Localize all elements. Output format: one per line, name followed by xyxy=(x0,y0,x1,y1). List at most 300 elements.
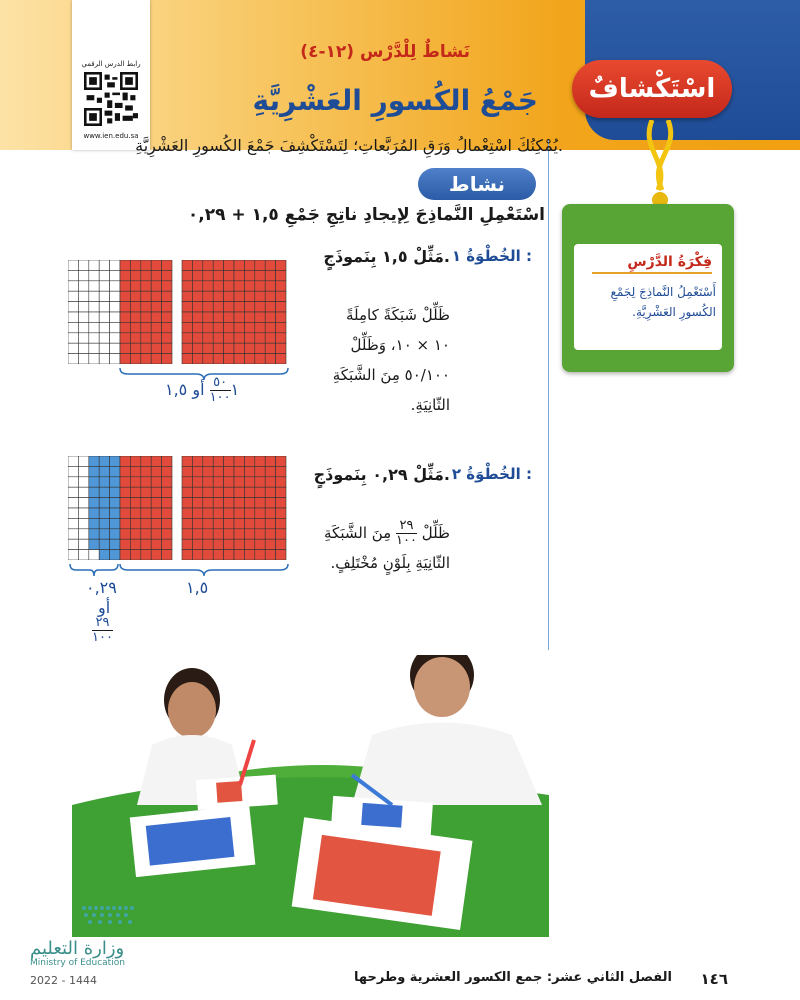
grid-cell xyxy=(162,270,172,280)
grid-cell xyxy=(120,260,130,270)
grid-cell xyxy=(182,343,192,353)
grid-cell xyxy=(276,270,286,280)
grid-cell xyxy=(162,498,172,508)
grid-cell xyxy=(244,333,254,343)
step2-brace-num: ٢٩ xyxy=(92,616,113,631)
grid-cell xyxy=(192,518,202,528)
grid-cell xyxy=(99,466,109,476)
grid-cell xyxy=(78,333,88,343)
grid-cell xyxy=(99,508,109,518)
grid-cell xyxy=(130,539,140,549)
grid-cell xyxy=(276,281,286,291)
grid-cell xyxy=(182,260,192,270)
step1-desc-line4: الثّانِيَةِ. xyxy=(410,396,450,414)
grid-cell xyxy=(203,456,213,466)
grid-cell xyxy=(141,466,151,476)
step2-label: الخُطْوَةُ ٢ : xyxy=(451,465,532,483)
grid-cell xyxy=(110,529,120,539)
ministry-name-ar: وزارة التعليم xyxy=(30,938,125,959)
grid-cell xyxy=(276,343,286,353)
grid-cell xyxy=(130,281,140,291)
grid-cell xyxy=(255,550,265,560)
grid-cell xyxy=(68,333,78,343)
grid-cell xyxy=(120,498,130,508)
grid-cell xyxy=(203,302,213,312)
grid-cell xyxy=(244,487,254,497)
grid-cell xyxy=(203,508,213,518)
grid-cell xyxy=(78,456,88,466)
grid-cell xyxy=(265,354,275,364)
step1-grid-model xyxy=(68,260,290,364)
ministry-logo-icon xyxy=(80,902,140,930)
step2-desc-fraction xyxy=(396,519,417,548)
grid-cell xyxy=(255,312,265,322)
grid-cell xyxy=(120,518,130,528)
grid-cell xyxy=(265,312,275,322)
grid-cell xyxy=(244,550,254,560)
grid-cell xyxy=(151,343,161,353)
grid-cell xyxy=(213,354,223,364)
grid-cell xyxy=(120,333,130,343)
grid-cell xyxy=(99,302,109,312)
grid-cell xyxy=(162,550,172,560)
grid-cell xyxy=(244,354,254,364)
step2-desc-b: مِنَ الشَّبَكَةِ xyxy=(324,524,392,542)
grid-cell xyxy=(78,354,88,364)
grid-cell xyxy=(213,456,223,466)
grid-cell xyxy=(68,466,78,476)
grid-cell xyxy=(234,270,244,280)
grid-cell xyxy=(141,354,151,364)
grid-cell xyxy=(151,487,161,497)
grid-cell xyxy=(99,550,109,560)
grid-cell xyxy=(68,354,78,364)
grid-cell xyxy=(99,343,109,353)
grid-cell xyxy=(162,529,172,539)
grid-cell xyxy=(244,477,254,487)
grid-cell xyxy=(244,529,254,539)
grid-cell xyxy=(276,508,286,518)
edition-year: 2022 - 1444 xyxy=(30,974,97,987)
grid-cell xyxy=(265,260,275,270)
grid-cell xyxy=(234,456,244,466)
activity-instruction: اسْتَعْمِلِ النَّماذِجَ لِإيجادِ ناتِجِ جَمْعِ ١,٥ + ٠,٢٩ xyxy=(187,205,545,225)
qr-url[interactable]: www.ien.edu.sa xyxy=(83,132,139,140)
grid-cell xyxy=(234,333,244,343)
grid-cell xyxy=(244,518,254,528)
grid-cell xyxy=(130,550,140,560)
step2-brace xyxy=(68,562,290,578)
grid-cell xyxy=(130,322,140,332)
grid-cell xyxy=(120,302,130,312)
grid-cell xyxy=(192,322,202,332)
grid-cell xyxy=(192,550,202,560)
grid-cell xyxy=(89,312,99,322)
grid-cell xyxy=(255,322,265,332)
grid-cell xyxy=(276,477,286,487)
grid-cell xyxy=(162,281,172,291)
grid-cell xyxy=(99,518,109,528)
qr-code-icon[interactable] xyxy=(84,72,138,126)
grid-cell xyxy=(213,466,223,476)
grid-cell xyxy=(78,281,88,291)
step2-brace-den: ١٠٠ xyxy=(92,630,113,645)
grid-cell xyxy=(68,281,78,291)
grid-cell xyxy=(203,281,213,291)
grid-cell xyxy=(130,498,140,508)
grid-cell xyxy=(255,498,265,508)
grid-cell xyxy=(213,487,223,497)
grid-cell xyxy=(151,508,161,518)
grid-cell xyxy=(141,333,151,343)
step2-brace-fraction xyxy=(92,616,113,645)
grid-cell xyxy=(213,333,223,343)
grid-cell xyxy=(78,291,88,301)
grid-cell xyxy=(203,498,213,508)
grid-cell xyxy=(192,354,202,364)
step2-brace-left: ٠,٢٩ xyxy=(86,578,117,597)
grid-cell xyxy=(265,343,275,353)
grid-cell xyxy=(265,322,275,332)
grid-cell xyxy=(276,456,286,466)
activity-badge: نشاط xyxy=(418,168,536,200)
grid-cell xyxy=(120,312,130,322)
grid-cell xyxy=(141,260,151,270)
grid-cell xyxy=(182,456,192,466)
grid-cell xyxy=(130,270,140,280)
grid-cell xyxy=(203,260,213,270)
grid-cell xyxy=(213,291,223,301)
grid-cell xyxy=(244,312,254,322)
grid-cell xyxy=(213,270,223,280)
grid-cell xyxy=(224,354,234,364)
grid-cell xyxy=(110,518,120,528)
grid-cell xyxy=(78,529,88,539)
step2-desc-num: ٢٩ xyxy=(396,519,417,534)
step1-brace-num: ٥٠ xyxy=(210,376,231,391)
grid-cell xyxy=(151,260,161,270)
grid-cell xyxy=(224,291,234,301)
grid-cell xyxy=(78,270,88,280)
grid-cell xyxy=(130,518,140,528)
grid-cell xyxy=(255,518,265,528)
grid-cell xyxy=(130,354,140,364)
grid-cell xyxy=(255,281,265,291)
grid-cell xyxy=(99,270,109,280)
grid-cell xyxy=(89,487,99,497)
grid-cell xyxy=(276,539,286,549)
grid-cell xyxy=(234,302,244,312)
grid-cell xyxy=(213,312,223,322)
grid-cell xyxy=(151,302,161,312)
grid-cell xyxy=(78,322,88,332)
grid-cell xyxy=(110,354,120,364)
grid-cell xyxy=(224,322,234,332)
grid-cell xyxy=(78,550,88,560)
grid-cell xyxy=(120,456,130,466)
grid-cell xyxy=(130,477,140,487)
grid-cell xyxy=(213,529,223,539)
grid-cell xyxy=(162,487,172,497)
grid-cell xyxy=(234,281,244,291)
grid-cell xyxy=(141,518,151,528)
lesson-idea-title: فِكْرَةُ الدَّرْسِ xyxy=(592,254,712,274)
qr-caption: رابط الدرس الرقمي xyxy=(81,60,141,68)
grid-cell xyxy=(192,291,202,301)
grid-cell xyxy=(99,312,109,322)
grid-cell xyxy=(192,498,202,508)
footer-chapter-title: جمع الكسور العشرية وطرحها xyxy=(354,970,543,985)
grid-cell xyxy=(151,312,161,322)
grid-cell xyxy=(162,354,172,364)
grid-cell xyxy=(89,508,99,518)
grid-cell xyxy=(141,550,151,560)
grid-cell xyxy=(244,260,254,270)
grid-cell xyxy=(192,456,202,466)
grid-cell xyxy=(265,477,275,487)
grid-cell xyxy=(213,508,223,518)
step2-title: مَثِّلْ ٠,٢٩ بِنَموذَجٍ. xyxy=(313,465,450,484)
grid-cell xyxy=(203,354,213,364)
grid-cell xyxy=(162,477,172,487)
grid-cell xyxy=(110,487,120,497)
grid-cell xyxy=(265,456,275,466)
grid-cell xyxy=(99,322,109,332)
page-number: ١٤٦ xyxy=(700,970,728,988)
grid-cell xyxy=(182,539,192,549)
grid-cell xyxy=(99,333,109,343)
grid-cell xyxy=(110,539,120,549)
grid-cell xyxy=(130,312,140,322)
grid-cell xyxy=(224,498,234,508)
grid-cell xyxy=(89,270,99,280)
grid-cell xyxy=(234,487,244,497)
grid-cell xyxy=(265,539,275,549)
grid-cell xyxy=(110,477,120,487)
grid-cell xyxy=(141,487,151,497)
grid-cell xyxy=(68,487,78,497)
grid-cell xyxy=(78,302,88,312)
grid-cell xyxy=(78,466,88,476)
grid-cell xyxy=(276,322,286,332)
grid-cell xyxy=(130,302,140,312)
grid-cell xyxy=(99,487,109,497)
grid-cell xyxy=(203,322,213,332)
grid-cell xyxy=(213,302,223,312)
step2-brace-or: أو xyxy=(98,598,111,617)
grid-cell xyxy=(89,529,99,539)
grid-cell xyxy=(89,333,99,343)
grid-cell xyxy=(224,466,234,476)
grid-cell xyxy=(89,518,99,528)
grid-cell xyxy=(265,281,275,291)
grid-cell xyxy=(213,477,223,487)
grid-cell xyxy=(203,477,213,487)
grid-cell xyxy=(213,539,223,549)
grid-cell xyxy=(192,302,202,312)
grid-cell xyxy=(151,529,161,539)
grid-cell xyxy=(255,302,265,312)
grid-cell xyxy=(224,343,234,353)
grid-cell xyxy=(224,333,234,343)
lesson-title: جَمْعُ الكُسورِ العَشْرِيَّةِ xyxy=(252,84,538,117)
grid-cell xyxy=(244,281,254,291)
grid-cell xyxy=(244,539,254,549)
grid-cell xyxy=(192,270,202,280)
grid-cell xyxy=(276,302,286,312)
grid-cell xyxy=(78,343,88,353)
step2-desc-line1 xyxy=(310,518,450,548)
grid-cell xyxy=(130,291,140,301)
grid-cell xyxy=(234,322,244,332)
grid-cell xyxy=(276,518,286,528)
grid-cell xyxy=(203,291,213,301)
grid-cell xyxy=(203,487,213,497)
step2-grid-model xyxy=(68,456,290,560)
grid-cell xyxy=(213,518,223,528)
grid-cell xyxy=(99,354,109,364)
grid-cell xyxy=(68,550,78,560)
grid-cell xyxy=(68,260,78,270)
grid-cell xyxy=(224,260,234,270)
grid-cell xyxy=(244,498,254,508)
grid-cell xyxy=(120,466,130,476)
grid-cell xyxy=(224,508,234,518)
grid-cell xyxy=(120,322,130,332)
grid-cell xyxy=(120,539,130,549)
grid-cell xyxy=(192,477,202,487)
grid-cell xyxy=(99,539,109,549)
grid-cell xyxy=(265,333,275,343)
grid-cell xyxy=(68,322,78,332)
students-photo xyxy=(72,655,549,937)
grid-cell xyxy=(182,270,192,280)
grid-cell xyxy=(110,343,120,353)
step1-description xyxy=(320,300,450,420)
grid-cell xyxy=(120,508,130,518)
grid-cell xyxy=(234,343,244,353)
grid-cell xyxy=(110,281,120,291)
grid-cell xyxy=(68,518,78,528)
grid-cell xyxy=(203,529,213,539)
grid-cell xyxy=(192,281,202,291)
grid-cell xyxy=(255,456,265,466)
grid-cell xyxy=(276,529,286,539)
grid-cell xyxy=(99,281,109,291)
grid-cell xyxy=(151,270,161,280)
grid-cell xyxy=(141,312,151,322)
grid-cell xyxy=(89,302,99,312)
grid-cell xyxy=(120,281,130,291)
grid-cell xyxy=(182,487,192,497)
step1-title: مَثِّلْ ١,٥ بِنَموذَجٍ. xyxy=(323,247,450,266)
grid-cell xyxy=(224,302,234,312)
grid-cell xyxy=(276,550,286,560)
grid-cell xyxy=(151,498,161,508)
grid-cell xyxy=(244,322,254,332)
grid-cell xyxy=(68,539,78,549)
grid-cell xyxy=(110,508,120,518)
grid-cell xyxy=(120,487,130,497)
grid-cell xyxy=(182,518,192,528)
step1-brace-tail: أو ١,٥ xyxy=(165,380,205,399)
grid-cell xyxy=(265,508,275,518)
grid-cell xyxy=(192,529,202,539)
grid-cell xyxy=(276,291,286,301)
grid-cell xyxy=(244,270,254,280)
grid-cell xyxy=(78,487,88,497)
step2-description xyxy=(310,518,450,578)
grid-cell xyxy=(255,343,265,353)
grid-cell xyxy=(151,322,161,332)
footer-chapter xyxy=(354,970,672,985)
step2-desc-a: ظَلِّلْ xyxy=(421,524,450,542)
grid-cell xyxy=(162,260,172,270)
intro-text: يُمْكِنُكَ اسْتِعْمالُ وَرَقِ المُرَبَّعاتِ؛ لِتَسْتَكْشِفَ جَمْعَ الكُسورِ العَشْرِيَّةِ. xyxy=(135,136,563,155)
grid-cell xyxy=(89,343,99,353)
grid-cell xyxy=(276,354,286,364)
grid-cell xyxy=(192,260,202,270)
grid-cell xyxy=(120,550,130,560)
grid-cell xyxy=(110,270,120,280)
grid-cell xyxy=(234,312,244,322)
grid-cell xyxy=(130,343,140,353)
grid-cell xyxy=(203,466,213,476)
grid-cell xyxy=(120,477,130,487)
side-divider xyxy=(548,140,549,650)
grid-cell xyxy=(130,466,140,476)
grid-cell xyxy=(224,550,234,560)
grid-cell xyxy=(182,466,192,476)
grid-cell xyxy=(68,508,78,518)
grid-cell xyxy=(244,343,254,353)
grid-cell xyxy=(99,529,109,539)
grid-cell xyxy=(234,477,244,487)
step2-desc-den: ١٠٠ xyxy=(396,533,417,548)
grid-cell xyxy=(141,477,151,487)
grid-cell xyxy=(192,333,202,343)
grid-cell xyxy=(224,518,234,528)
grid-cell xyxy=(141,539,151,549)
grid-cell xyxy=(110,322,120,332)
grid-cell xyxy=(130,333,140,343)
grid-cell xyxy=(182,281,192,291)
grid-cell xyxy=(130,487,140,497)
grid-cell xyxy=(276,498,286,508)
grid-cell xyxy=(244,508,254,518)
grid-cell xyxy=(78,260,88,270)
grid-cell xyxy=(120,354,130,364)
grid-cell xyxy=(110,333,120,343)
grid-cell xyxy=(255,270,265,280)
grid-cell xyxy=(89,354,99,364)
grid-cell xyxy=(130,456,140,466)
grid-cell xyxy=(182,529,192,539)
grid-cell xyxy=(244,466,254,476)
grid-cell xyxy=(68,343,78,353)
grid-cell xyxy=(141,343,151,353)
grid-cell xyxy=(78,539,88,549)
grid-cell xyxy=(182,302,192,312)
grid-cell xyxy=(68,270,78,280)
grid-cell xyxy=(110,312,120,322)
grid-cell xyxy=(265,518,275,528)
grid-cell xyxy=(182,498,192,508)
grid-cell xyxy=(141,529,151,539)
grid-cell xyxy=(234,498,244,508)
grid-cell xyxy=(151,518,161,528)
grid-cell xyxy=(99,498,109,508)
